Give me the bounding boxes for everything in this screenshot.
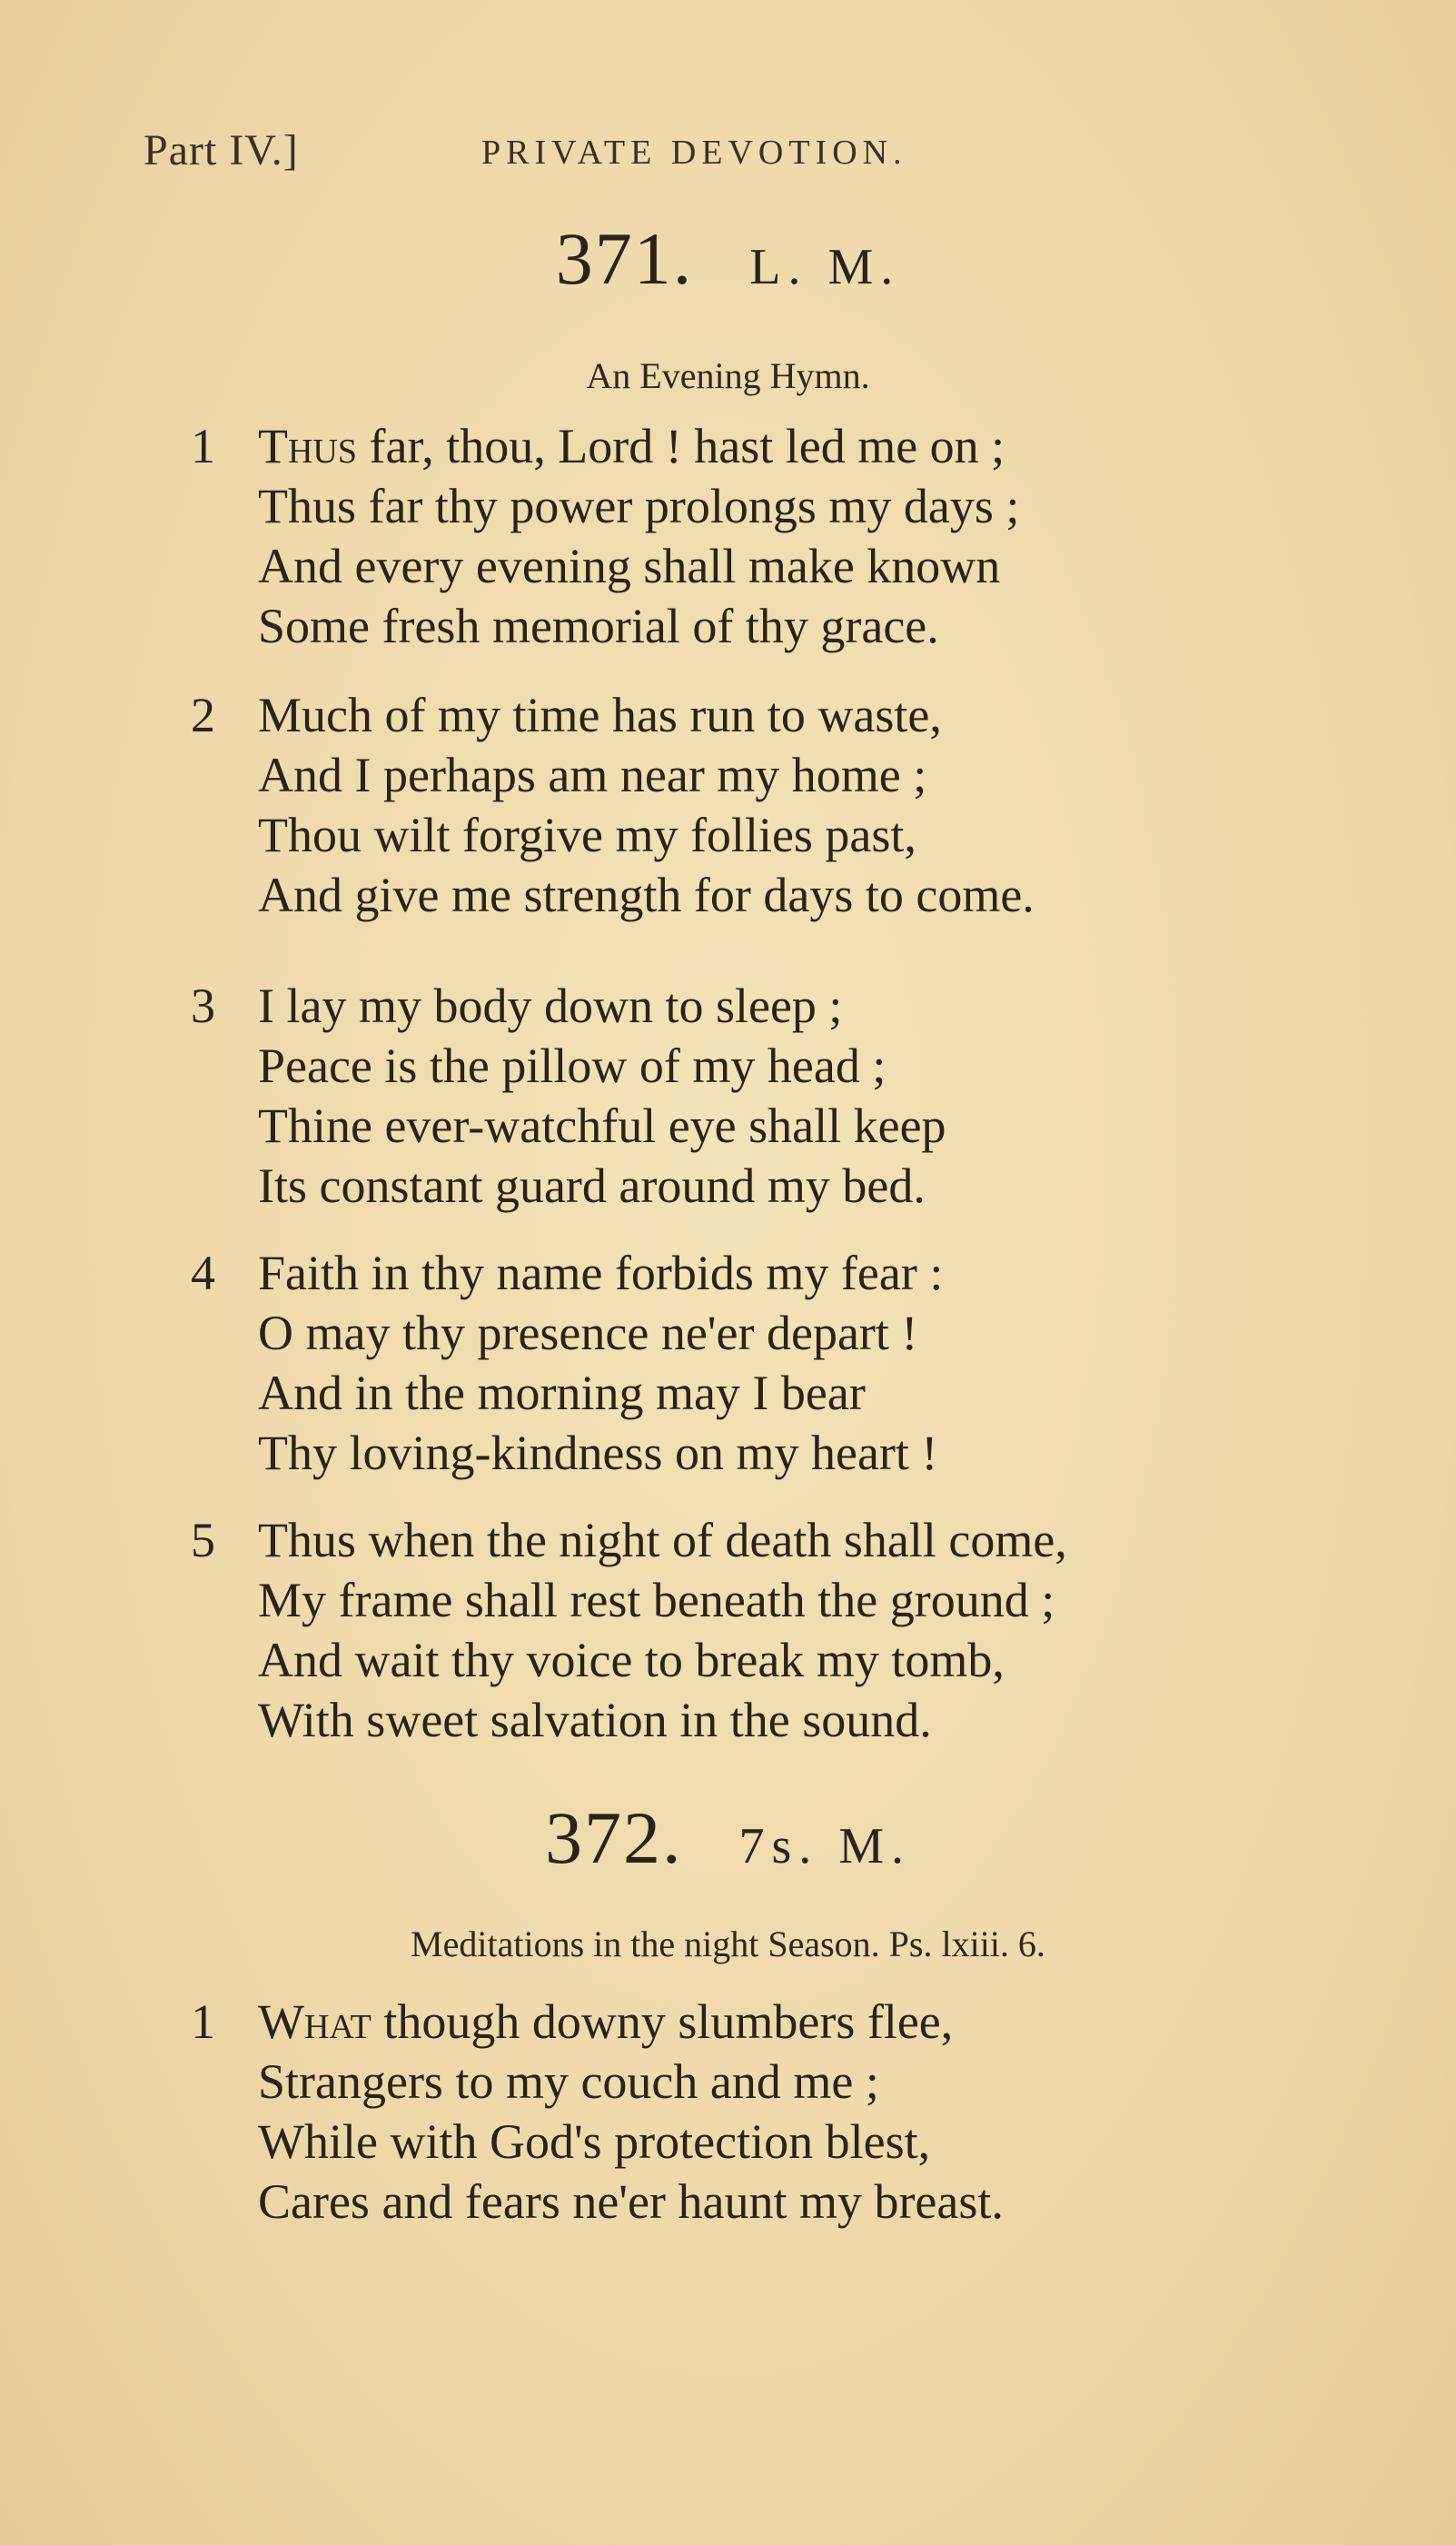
- verse-line: And every evening shall make known: [258, 539, 1001, 593]
- verse-line: Some fresh memorial of thy grace.: [258, 599, 939, 653]
- running-head-title: PRIVATE DEVOTION.: [481, 134, 907, 172]
- stanza-371-5: [191, 1510, 1399, 1750]
- hymn-371-heading: [0, 216, 1456, 302]
- verse-line: O may thy presence ne'er depart !: [258, 1306, 918, 1360]
- hymn-number: 371.: [555, 217, 694, 300]
- verse-line: While with God's protection blest,: [258, 2114, 931, 2169]
- verse-number: 5: [191, 1513, 215, 1567]
- hymn-meter: L. M.: [749, 239, 901, 295]
- verse-line: Cares and fears ne'er haunt my breast.: [258, 2174, 1004, 2229]
- verse-lead-word: What: [258, 1994, 371, 2049]
- running-head: [144, 125, 907, 175]
- verse-line-text: Faith in thy name forbids my fear :: [258, 1246, 944, 1300]
- verse-line: Strangers to my couch and me ;: [258, 2054, 879, 2109]
- stanza-371-2: [191, 685, 1399, 925]
- verse-line-text: Thus when the night of death shall come,: [258, 1513, 1067, 1567]
- hymn-372-subtitle: Meditations in the night Season. Ps. lxiii. 6.: [411, 1924, 1045, 1964]
- verse-line: Thy loving-kindness on my heart !: [258, 1426, 938, 1480]
- verse-line: And give me strength for days to come.: [258, 868, 1035, 922]
- verse-line: And I perhaps am near my home ;: [258, 748, 927, 802]
- verse-number: 2: [191, 688, 215, 742]
- verse-line-text: Much of my time has run to waste,: [258, 688, 942, 742]
- verse-line: [191, 1243, 1399, 1303]
- verse-line: Thine ever-watchful eye shall keep: [258, 1099, 946, 1153]
- running-head-part: Part IV.]: [144, 126, 299, 174]
- verse-line: With sweet salvation in the sound.: [258, 1693, 932, 1747]
- verse-lead-word: Thus: [258, 419, 358, 473]
- stanza-371-4: [191, 1243, 1399, 1483]
- stanza-371-3: [191, 976, 1399, 1216]
- verse-line: [191, 976, 1399, 1036]
- verse-line: [191, 416, 1399, 476]
- verse-line-text: though downy slumbers flee,: [371, 1994, 954, 2049]
- verse-number: 1: [191, 1994, 215, 2049]
- hymn-371-subtitle: An Evening Hymn.: [586, 355, 870, 396]
- verse-line: And in the morning may I bear: [258, 1366, 866, 1420]
- verse-number: 3: [191, 979, 215, 1033]
- stanza-371-1: [191, 416, 1399, 656]
- hymn-meter: 7s. M.: [738, 1818, 912, 1874]
- stanza-372-1: [191, 1992, 1399, 2232]
- verse-line: Thou wilt forgive my follies past,: [258, 808, 916, 862]
- hymn-372-heading: [0, 1795, 1456, 1881]
- verse-line: [191, 1510, 1399, 1570]
- verse-line: Thus far thy power prolongs my days ;: [258, 479, 1020, 533]
- verse-line-text: I lay my body down to sleep ;: [258, 979, 843, 1033]
- verse-line: [191, 685, 1399, 745]
- verse-line-text: far, thou, Lord ! hast led me on ;: [357, 419, 1005, 473]
- hymn-number: 372.: [544, 1796, 683, 1879]
- verse-line: [191, 1992, 1399, 2052]
- verse-number: 4: [191, 1246, 215, 1300]
- verse-line: Peace is the pillow of my head ;: [258, 1039, 886, 1093]
- verse-line: My frame shall rest beneath the ground ;: [258, 1573, 1055, 1627]
- verse-line: Its constant guard around my bed.: [258, 1158, 926, 1213]
- verse-line: And wait thy voice to break my tomb,: [258, 1633, 1005, 1687]
- verse-number: 1: [191, 419, 215, 473]
